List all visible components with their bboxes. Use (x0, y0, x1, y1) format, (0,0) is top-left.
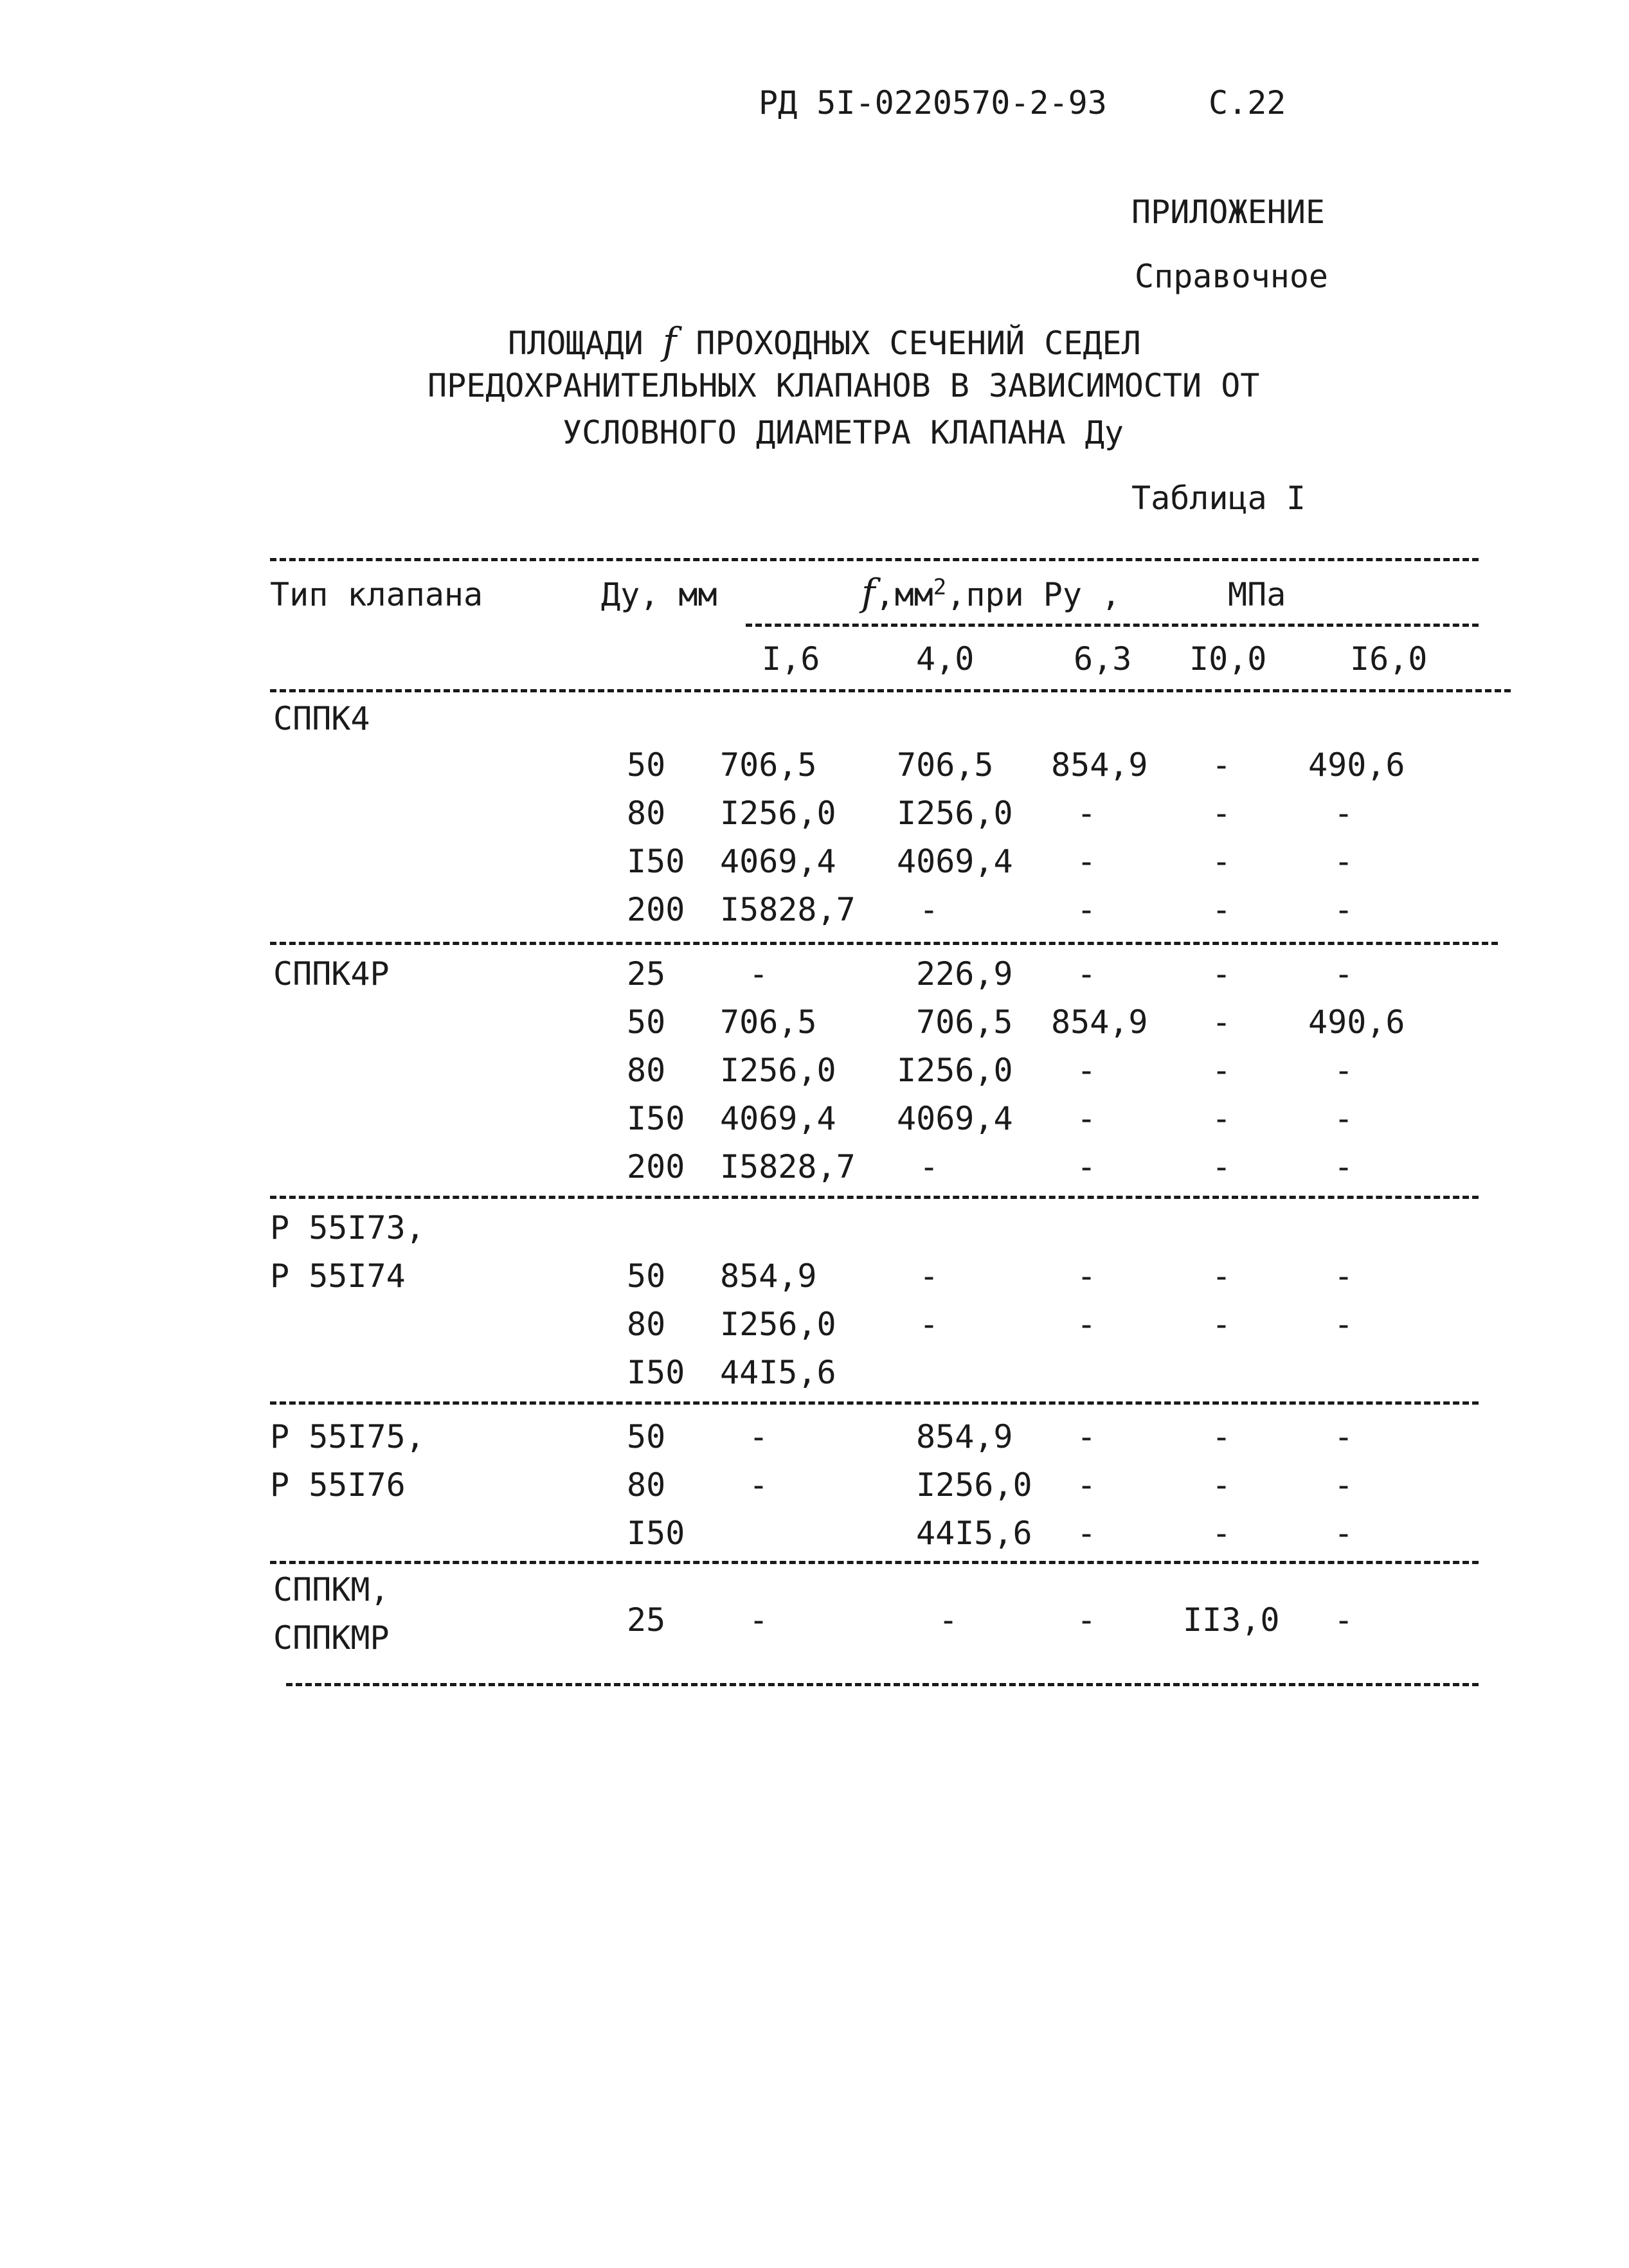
cell-value: - (1077, 1466, 1097, 1504)
cell-value: - (1334, 891, 1354, 928)
cell-value: - (919, 1148, 939, 1185)
cell-value: 706,5 (916, 1004, 1013, 1041)
cell-value: - (1077, 1100, 1097, 1137)
cell-value: - (939, 1601, 959, 1639)
heading-line-3: УСЛОВНОГО ДИАМЕТРА КЛАПАНА Ду (562, 414, 1124, 451)
cell-value: - (1334, 1601, 1354, 1639)
cell-value: - (1077, 1306, 1097, 1343)
valve-type: СППКМР (273, 1619, 390, 1657)
cell-value: 226,9 (916, 955, 1013, 993)
cell-value: - (1212, 1100, 1232, 1137)
cell-value: - (1334, 1257, 1354, 1295)
cell-value: - (749, 1601, 769, 1639)
valve-type: Р 55I74 (270, 1257, 406, 1295)
cell-value: - (1212, 1466, 1232, 1504)
pressure-5: I6,0 (1350, 640, 1428, 678)
cell-value: - (1212, 1257, 1232, 1295)
heading-part-b: ПРОХОДНЫХ СЕЧЕНИЙ СЕДЕЛ (696, 325, 1141, 362)
cell-value: - (1212, 843, 1232, 880)
group-divider (270, 1401, 1479, 1405)
cell-value: I256,0 (720, 1052, 836, 1089)
cell-value: - (1212, 891, 1232, 928)
column-header-du: Ду, мм (601, 576, 717, 613)
appendix-title: ПРИЛОЖЕНИЕ (1131, 194, 1326, 231)
cell-value: - (749, 1466, 769, 1504)
table-bottom-rule (286, 1683, 1479, 1686)
heading-line-1 (508, 320, 1141, 363)
cell-value: - (919, 1306, 939, 1343)
cell-value: - (1212, 1004, 1232, 1041)
cell-value: I256,0 (897, 795, 1013, 832)
du-value: I50 (627, 1354, 685, 1391)
cell-value: - (1334, 1418, 1354, 1455)
cell-value: 854,9 (916, 1418, 1013, 1455)
du-value: 200 (627, 891, 685, 928)
cell-value: - (1212, 1148, 1232, 1185)
valve-type: Р 55I75, (270, 1418, 425, 1455)
document-code: РД 5I-0220570-2-93 (759, 84, 1107, 122)
table-caption: Таблица I (1131, 480, 1306, 517)
cell-value: - (1334, 955, 1354, 993)
cell-value: I256,0 (916, 1466, 1032, 1504)
cell-value: - (1077, 1418, 1097, 1455)
cell-value: - (1334, 1100, 1354, 1137)
du-value: 50 (627, 1004, 666, 1041)
cell-value: 44I5,6 (720, 1354, 836, 1391)
area-unit: ,мм (875, 576, 933, 613)
cell-value: - (1212, 795, 1232, 832)
du-value: 80 (627, 1466, 666, 1504)
cell-value: I5828,7 (720, 1148, 856, 1185)
cell-value: I5828,7 (720, 891, 856, 928)
pressure-label: ,при Ру , (946, 576, 1121, 613)
cell-value: - (1212, 1418, 1232, 1455)
cell-value: - (1212, 746, 1232, 784)
du-value: 80 (627, 795, 666, 832)
cell-value: - (1077, 1515, 1097, 1552)
cell-value: II3,0 (1183, 1601, 1280, 1639)
du-value: 50 (627, 746, 666, 784)
du-value: 25 (627, 955, 666, 993)
cell-value: 706,5 (720, 746, 817, 784)
heading-line-2: ПРЕДОХРАНИТЕЛЬНЫХ КЛАПАНОВ В ЗАВИСИМОСТИ ОТ (428, 367, 1260, 404)
pressure-2: 4,0 (916, 640, 975, 678)
table-top-rule (270, 558, 1479, 561)
f-symbol: f (662, 320, 677, 363)
header-sub-rule (746, 624, 1479, 627)
cell-value: - (1077, 955, 1097, 993)
du-value: I50 (627, 843, 685, 880)
cell-value: - (1212, 1515, 1232, 1552)
area-unit-exponent: 2 (933, 574, 947, 600)
valve-type: СППК4Р (273, 955, 390, 993)
cell-value: - (749, 955, 769, 993)
cell-value: - (1334, 1148, 1354, 1185)
cell-value: 4069,4 (897, 1100, 1013, 1137)
du-value: 50 (627, 1257, 666, 1295)
valve-type: СППК4 (273, 700, 370, 737)
cell-value: - (1077, 843, 1097, 880)
cell-value: 854,9 (1051, 1004, 1148, 1041)
cell-value: - (749, 1418, 769, 1455)
valve-type: Р 55I73, (270, 1209, 425, 1246)
du-value: 80 (627, 1306, 666, 1343)
cell-value: - (1334, 1052, 1354, 1089)
cell-value: I256,0 (720, 1306, 836, 1343)
cell-value: 4069,4 (897, 843, 1013, 880)
cell-value: - (1212, 1052, 1232, 1089)
heading-part-a: ПЛОЩАДИ (508, 325, 644, 362)
pressure-1: I,6 (762, 640, 820, 678)
cell-value: I256,0 (720, 795, 836, 832)
cell-value: 706,5 (897, 746, 994, 784)
cell-value: 854,9 (720, 1257, 817, 1295)
cell-value: - (1334, 1466, 1354, 1504)
cell-value: - (1212, 955, 1232, 993)
cell-value: - (1334, 795, 1354, 832)
cell-value: - (919, 891, 939, 928)
cell-value: 706,5 (720, 1004, 817, 1041)
du-value: 25 (627, 1601, 666, 1639)
valve-type: СППКМ, (273, 1571, 390, 1608)
du-value: I50 (627, 1515, 685, 1552)
cell-value: - (1334, 1515, 1354, 1552)
cell-value: - (1077, 891, 1097, 928)
column-header-type: Тип клапана (270, 576, 483, 613)
group-divider (270, 1561, 1479, 1564)
cell-value: - (919, 1257, 939, 1295)
pressure-3: 6,3 (1074, 640, 1132, 678)
cell-value: 4069,4 (720, 843, 836, 880)
group-divider (270, 1196, 1479, 1199)
cell-value: - (1077, 1148, 1097, 1185)
cell-value: 44I5,6 (916, 1515, 1032, 1552)
du-value: I50 (627, 1100, 685, 1137)
cell-value: 490,6 (1308, 1004, 1405, 1041)
cell-value: - (1334, 843, 1354, 880)
column-header-unit: МПа (1228, 576, 1286, 613)
column-header-area (861, 571, 1121, 615)
du-value: 200 (627, 1148, 685, 1185)
cell-value: - (1212, 1306, 1232, 1343)
cell-value: 490,6 (1308, 746, 1405, 784)
pressure-4: I0,0 (1189, 640, 1267, 678)
group-divider (270, 942, 1498, 945)
valve-type: Р 55I76 (270, 1466, 406, 1504)
appendix-type: Справочное (1135, 258, 1329, 295)
cell-value: - (1334, 1306, 1354, 1343)
cell-value: - (1077, 1601, 1097, 1639)
header-bottom-rule (270, 689, 1511, 692)
du-value: 50 (627, 1418, 666, 1455)
du-value: 80 (627, 1052, 666, 1089)
cell-value: - (1077, 1257, 1097, 1295)
f-symbol: f (861, 571, 876, 615)
cell-value: 4069,4 (720, 1100, 836, 1137)
cell-value: - (1077, 795, 1097, 832)
cell-value: I256,0 (897, 1052, 1013, 1089)
cell-value: 854,9 (1051, 746, 1148, 784)
page-number: С.22 (1209, 84, 1286, 122)
cell-value: - (1077, 1052, 1097, 1089)
